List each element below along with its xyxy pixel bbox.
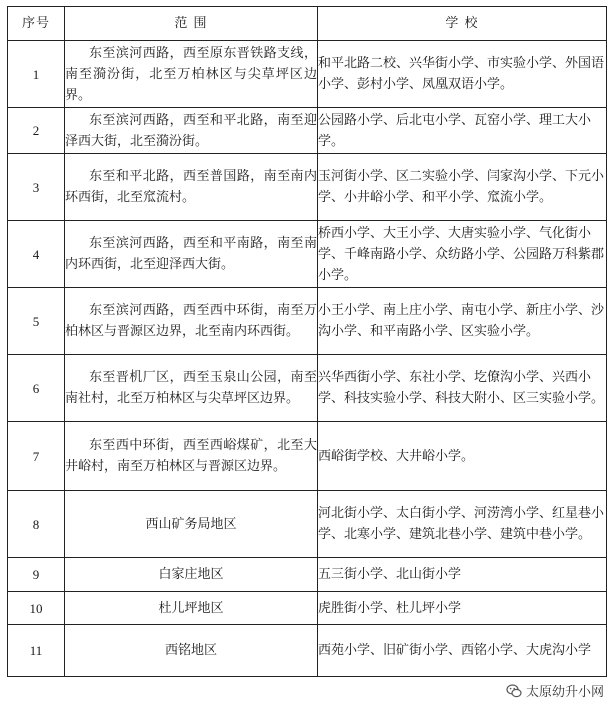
row-number: 5 xyxy=(8,288,65,355)
school-list: 小王小学、南上庄小学、南屯小学、新庄小学、沙沟小学、和平南路小学、区实验小学。 xyxy=(318,288,607,355)
table-row xyxy=(8,41,607,108)
school-list: 河北街小学、太白街小学、河涝湾小学、红星巷小学、北寒小学、建筑北巷小学、建筑中巷小学。 xyxy=(318,491,607,558)
district-range: 西铭地区 xyxy=(65,625,318,677)
district-range: 东至和平北路，西至普国路，南至南内环西街，北至窊流村。 xyxy=(65,154,318,221)
table-row xyxy=(8,355,607,422)
table-row xyxy=(8,558,607,592)
school-list: 兴华西街小学、东社小学、圪僚沟小学、兴西小学、科技实验小学、科技大附小、区三实验小学。 xyxy=(318,355,607,422)
table-header-row xyxy=(8,7,607,41)
row-number: 1 xyxy=(8,41,65,108)
wechat-icon xyxy=(506,683,522,699)
table-row xyxy=(8,592,607,625)
school-list: 西苑小学、旧矿街小学、西铭小学、大虎沟小学 xyxy=(318,625,607,677)
row-number: 4 xyxy=(8,221,65,288)
school-list: 桥西小学、大王小学、大唐实验小学、气化街小学、千峰南路小学、众纺路小学、公园路万科紫郡小学。 xyxy=(318,221,607,288)
table-row xyxy=(8,422,607,491)
table-row xyxy=(8,108,607,154)
school-list: 五三街小学、北山街小学 xyxy=(318,558,607,592)
district-range: 杜儿坪地区 xyxy=(65,592,318,625)
district-range: 东至滨河西路，西至原东晋铁路支线，南至漪汾街，北至万柏林区与尖草坪区边界。 xyxy=(65,41,318,108)
row-number: 6 xyxy=(8,355,65,422)
school-district-table xyxy=(7,6,607,677)
row-number: 7 xyxy=(8,422,65,491)
row-number: 11 xyxy=(8,625,65,677)
district-range: 白家庄地区 xyxy=(65,558,318,592)
district-range: 西山矿务局地区 xyxy=(65,491,318,558)
header-range: 范 围 xyxy=(65,7,318,41)
table-row xyxy=(8,154,607,221)
district-range: 东至晋机厂区，西至玉泉山公园，南至南社村，北至万柏林区与尖草坪区边界。 xyxy=(65,355,318,422)
school-list: 西峪街学校、大井峪小学。 xyxy=(318,422,607,491)
header-num: 序号 xyxy=(8,7,65,41)
row-number: 3 xyxy=(8,154,65,221)
row-number: 10 xyxy=(8,592,65,625)
table-row xyxy=(8,288,607,355)
district-range: 东至滨河西路，西至和平北路，南至迎泽西大街，北至漪汾街。 xyxy=(65,108,318,154)
district-range: 东至滨河西路，西至和平南路，南至南内环西街，北至迎泽西大街。 xyxy=(65,221,318,288)
school-list: 公园路小学、后北屯小学、瓦窑小学、理工大小学。 xyxy=(318,108,607,154)
school-list: 玉河街小学、区二实验小学、闫家沟小学、下元小学、小井峪小学、和平小学、窊流小学。 xyxy=(318,154,607,221)
row-number: 9 xyxy=(8,558,65,592)
district-range: 东至西中环街，西至西峪煤矿，北至大井峪村，南至万柏林区与晋源区边界。 xyxy=(65,422,318,491)
watermark xyxy=(504,681,606,700)
table-row xyxy=(8,221,607,288)
table-row xyxy=(8,625,607,677)
row-number: 2 xyxy=(8,108,65,154)
watermark-text: 太原幼升小网 xyxy=(525,685,604,700)
row-number: 8 xyxy=(8,491,65,558)
school-list: 和平北路二校、兴华街小学、市实验小学、外国语小学、彭村小学、凤凰双语小学。 xyxy=(318,41,607,108)
district-range: 东至滨河西路，西至西中环街，南至万柏林区与晋源区边界，北至南内环西街。 xyxy=(65,288,318,355)
header-school: 学 校 xyxy=(318,7,607,41)
table-row xyxy=(8,491,607,558)
school-list: 虎胜街小学、杜儿坪小学 xyxy=(318,592,607,625)
